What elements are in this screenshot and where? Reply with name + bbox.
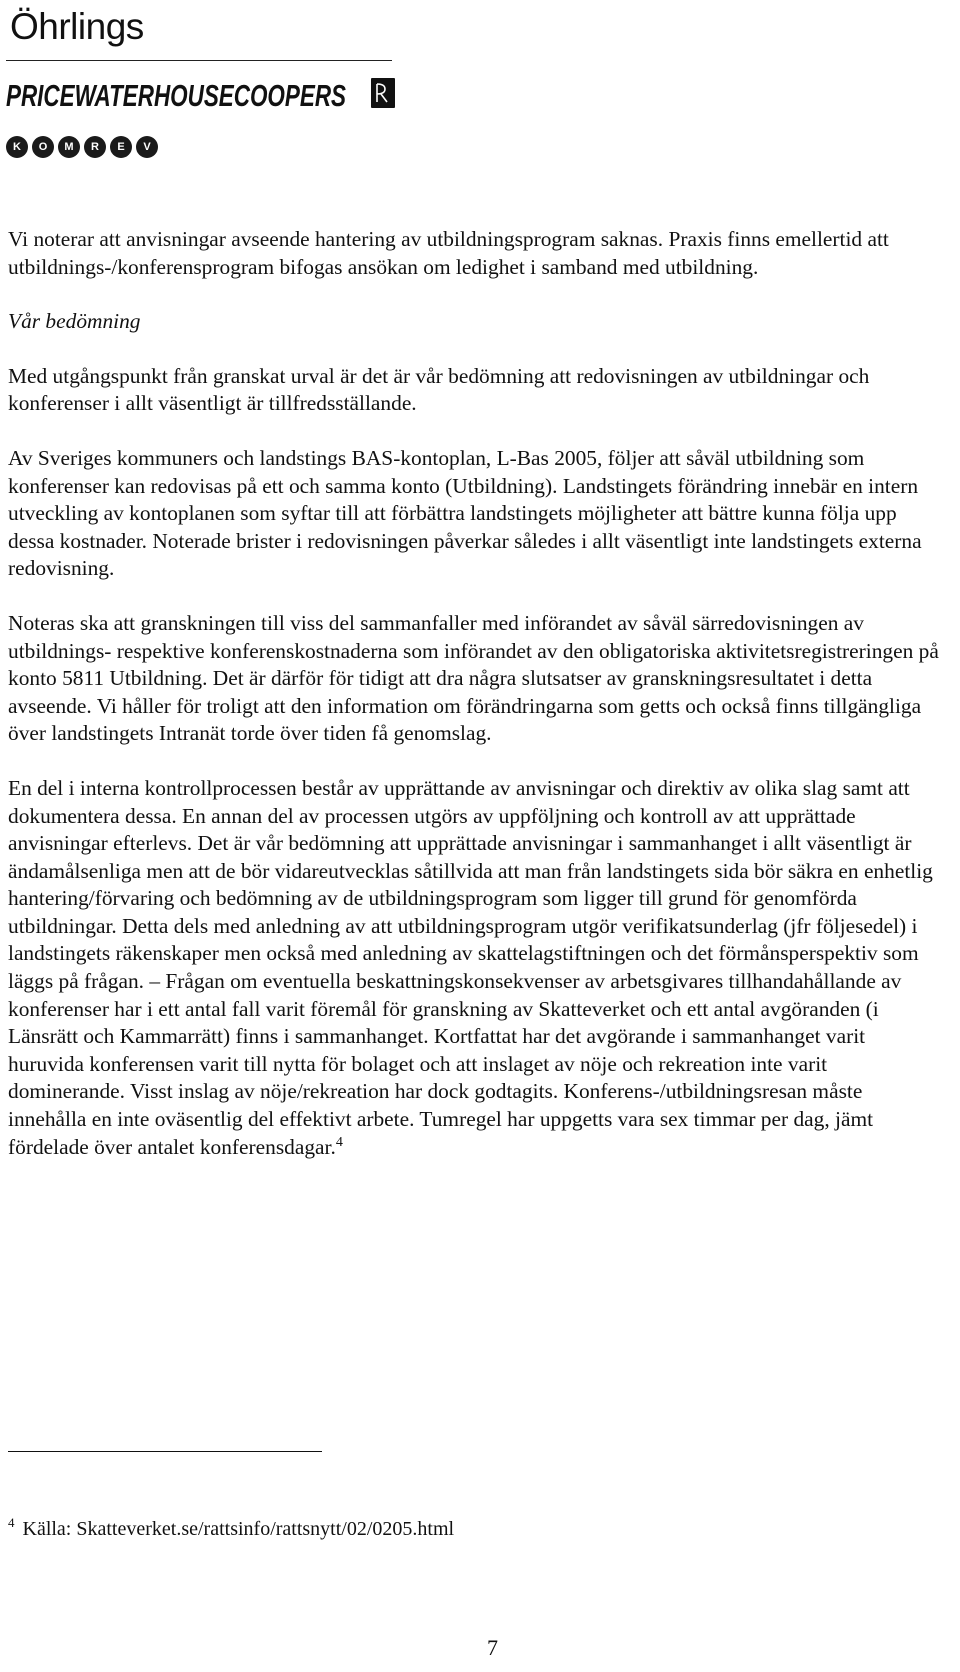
paragraph-noteras: Noteras ska att granskningen till viss del sammanfaller med införandet av såväl särredovisningen av utbildnings- respektive konferenskostnaderna som införandet av den obligatoriska aktivitetsregistreringen på konto 5811 Utbildning. Det är därför för tidigt att dra några slutsatser av granskningsresultatet i detta avseende. Vi håller för troligt att den information om förändringarna som getts och också finns tillgängliga över landstingets Intranät torde över tiden få genomslag. [8, 610, 939, 746]
komrev-letter: V [136, 136, 158, 158]
footnote [8, 1516, 454, 1542]
komrev-logo [6, 136, 158, 160]
brand-name: Öhrlings [10, 6, 144, 47]
komrev-letter: K [6, 136, 28, 158]
document-body [8, 226, 940, 1188]
komrev-letter: O [32, 136, 54, 158]
page-header [6, 0, 406, 170]
paragraph-guidelines: Vi noterar att anvisningar avseende hantering av utbildningsprogram saknas. Praxis finns emellertid att utbildnings-/konferensprogram bifogas ansökan om ledighet i samband med utbildning. [8, 227, 889, 279]
paragraph-bas-kontoplan: Av Sveriges kommuners och landstings BAS-kontoplan, L-Bas 2005, följer att såväl utbildning som konferenser kan redovisas på ett och samma konto (Utbildning). Landstingets förändring innebär en intern utveckling av kontoplanen som syftar till att förbättra landstingets möjligheter att bättre kunna följa upp dessa kostnader. Noterade brister i redovisningen påverkar således i allt väsentligt inte landstingets externa redovisning. [8, 445, 922, 581]
komrev-letter: M [58, 136, 80, 158]
komrev-letter: R [84, 136, 106, 158]
footnote-divider [8, 1451, 322, 1452]
pricewaterhousecoopers-logo-text: PRICEWATERHOUSECOOPERS [6, 78, 347, 113]
paragraph-internal-control-text: En del i interna kontrollprocessen består av upprättande av anvisningar och direktiv av olika slag samt att dokumentera dessa. En annan del av processen utgörs av uppföljning och kontroll av att upprättade anvisningar efterlevs. Det är vår bedömning att upprättade anvisningar i sammanhanget i allt väsentligt är ändamålsenliga men att de bör vidareutvecklas såtillvida att man från landstingets sida bör säkra en enhetlig hantering/förvaring och bedömning av de utbildningsprogram som ligger till grund för genomförda utbildningar. Detta dels med anledning av att utbildningsprogram utgör verifikatsunderlag (jfr följesedel) i landstingets räkenskaper men också med anledning av skattelagstiftningen och det förmånsperspektiv som läggs på frågan. – Frågan om eventuella beskattningskonsekvenser av arbetsgivares tillhandahållande av konferenser har i ett antal fall varit föremål för granskning av Skatteverket och ett antal avgöranden (i Länsrätt och Kammarrätt) finns i sammanhanget. Kortfattat har det avgörande i sammanhanget varit huruvida konferensen varit till nytta för bolaget och att inslaget av nöje och rekreation inte varit dominerande. Visst inslag av nöje/rekreation har dock godtagits. Konferens-/utbildningsresan måste innehålla en inte oväsentlig del effektivt arbete. Tumregel har uppgetts vara sex timmar per dag, jämt fördelade över antalet konferensdagar. [8, 775, 933, 1159]
footnote-reference[interactable]: 4 [335, 1134, 343, 1150]
page-number: 7 [487, 1635, 498, 1660]
firm-seal-icon [371, 78, 395, 108]
paragraph-assessment: Med utgångspunkt från granskat urval är det är vår bedömning att redovisningen av utbildningar och konferenser i allt väsentligt är tillfredsställande. [8, 363, 870, 416]
footnote-number: 4 [8, 1515, 15, 1531]
pricewaterhousecoopers-logo [6, 68, 366, 122]
footnote-text: Källa: Skatteverket.se/rattsinfo/rattsnytt/02/0205.html [22, 1518, 455, 1540]
section-heading: Vår bedömning [8, 309, 141, 334]
paragraph-internal-control [8, 775, 940, 1161]
brand-divider [6, 60, 392, 61]
komrev-letter: E [110, 136, 132, 158]
